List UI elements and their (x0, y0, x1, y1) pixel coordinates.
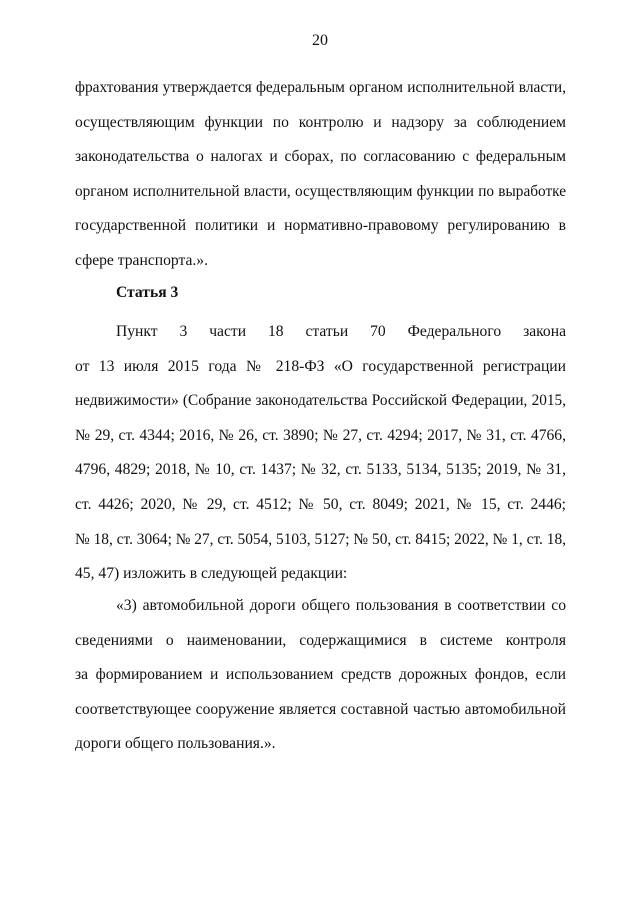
paragraph-line: ст. 4426; 2020, № 29, ст. 4512; № 50, ст. 8049; 2021, № 15, ст. 2446; (75, 495, 566, 513)
paragraph-line: 4796, 4829; 2018, № 10, ст. 1437; № 32, ст. 5133, 5134, 5135; 2019, № 31, (75, 461, 566, 479)
paragraph-line: «3) автомобильной дороги общего пользования в соответствии со (116, 597, 566, 614)
paragraph-line: сведениями о наименовании, содержащимися в системе контроля (75, 631, 566, 649)
paragraph-line: соответствующее сооружение является составной частью автомобильной (75, 700, 566, 718)
paragraph-amendment (75, 315, 566, 592)
paragraph-line: 45, 47) изложить в следующей редакции: (75, 565, 348, 583)
article-heading: Статья 3 (116, 284, 179, 301)
page-number: 20 (312, 32, 328, 49)
paragraph-line: недвижимости» (Собрание законодательства Российской Федерации, 2015, (75, 392, 566, 410)
paragraph-line: государственной политики и нормативно-правовому регулированию в (75, 217, 566, 235)
paragraph-line: № 18, ст. 3064; № 27, ст. 5054, 5103, 5127; № 50, ст. 8415; 2022, № 1, ст. 18, (75, 530, 566, 548)
paragraph-new-wording (75, 589, 566, 762)
paragraph-line: Пункт 3 части 18 статьи 70 Федерального закона (116, 323, 566, 340)
paragraph-line: законодательства о налогах и сборах, по согласованию с федеральным (75, 148, 566, 166)
paragraph-line: от 13 июля 2015 года № 218-ФЗ «О государственной регистрации (75, 357, 566, 375)
paragraph-line: фрахтования утверждается федеральным органом исполнительной власти, (75, 79, 566, 96)
paragraph-line: осуществляющим функции по контролю и надзору за соблюдением (75, 113, 566, 131)
paragraph-line: сфере транспорта.». (75, 251, 208, 269)
paragraph-line: № 29, ст. 4344; 2016, № 26, ст. 3890; № 27, ст. 4294; 2017, № 31, ст. 4766, (75, 426, 566, 444)
paragraph-line: органом исполнительной власти, осуществляющим функции по выработке (75, 182, 566, 200)
paragraph-line: дороги общего пользования.». (75, 735, 276, 753)
paragraph-continuation (75, 71, 566, 279)
paragraph-line: за формированием и использованием средств дорожных фондов, если (75, 666, 566, 684)
